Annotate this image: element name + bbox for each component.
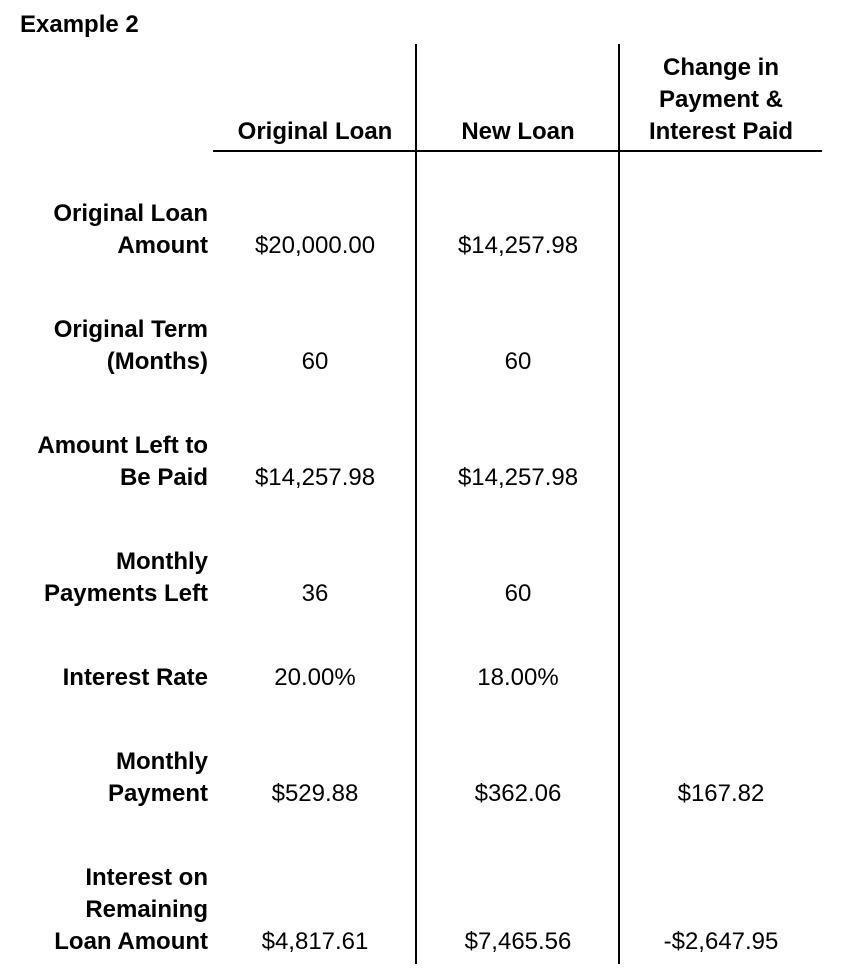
row-label-line-2: Payment [107, 780, 208, 807]
cell-original-loan: $529.88 [271, 780, 359, 807]
cell-new-loan: $14,257.98 [457, 464, 579, 491]
row-label-line-2: Amount [117, 232, 208, 259]
row-label-line-2: Be Paid [119, 464, 208, 491]
column-header-new-loan [418, 48, 618, 148]
cell-new-loan: 60 [504, 580, 532, 607]
row-label-line-1: Interest on [85, 864, 208, 891]
cell-new-loan: $14,257.98 [457, 232, 579, 259]
column-header-original-loan-text: Original Loan [237, 118, 393, 145]
row-label-line-1: Original Term [53, 316, 208, 343]
row-interest-rate [0, 662, 844, 694]
row-label [0, 662, 208, 694]
row-label [0, 862, 208, 958]
row-original-loan-amount [0, 198, 844, 262]
column-divider-2 [618, 44, 620, 964]
row-label [0, 314, 208, 378]
row-monthly-payment [0, 746, 844, 810]
row-label-line-1: Monthly [116, 548, 208, 575]
column-header-change [621, 48, 821, 148]
row-original-term [0, 314, 844, 378]
row-label [0, 746, 208, 810]
column-header-change-line-1: Change in [662, 54, 779, 81]
row-monthly-payments-left [0, 546, 844, 610]
cell-original-loan: $20,000.00 [254, 232, 376, 259]
cell-new-loan: $362.06 [474, 780, 562, 807]
row-label-line-1: Interest Rate [62, 664, 208, 691]
row-label-line-1: Amount Left to [37, 432, 208, 459]
cell-original-loan: $14,257.98 [254, 464, 376, 491]
header-underline [213, 150, 822, 152]
cell-new-loan: 18.00% [477, 664, 559, 691]
cell-original-loan: 60 [301, 348, 329, 375]
cell-change: -$2,647.95 [663, 928, 779, 955]
row-interest-on-remaining-loan [0, 862, 844, 958]
row-label-line-3: Loan Amount [54, 928, 208, 955]
row-label [0, 546, 208, 610]
column-header-change-line-2: Payment & [658, 86, 784, 113]
column-divider-1 [415, 44, 417, 964]
row-label [0, 198, 208, 262]
cell-original-loan: 20.00% [274, 664, 356, 691]
cell-change: $167.82 [677, 780, 765, 807]
row-label [0, 430, 208, 494]
page-title: Example 2 [20, 11, 139, 38]
column-header-change-line-3: Interest Paid [648, 118, 794, 145]
cell-original-loan: 36 [301, 580, 329, 607]
cell-original-loan: $4,817.61 [261, 928, 369, 955]
row-label-line-1: Monthly [116, 748, 208, 775]
row-label-line-2: Payments Left [43, 580, 208, 607]
column-header-original-loan [215, 48, 415, 148]
row-label-line-2: Remaining [85, 896, 208, 923]
cell-new-loan: 60 [504, 348, 532, 375]
row-label-line-2: (Months) [106, 348, 208, 375]
row-amount-left-to-be-paid [0, 430, 844, 494]
column-header-new-loan-text: New Loan [461, 118, 575, 145]
cell-new-loan: $7,465.56 [464, 928, 572, 955]
row-label-line-1: Original Loan [53, 200, 208, 227]
